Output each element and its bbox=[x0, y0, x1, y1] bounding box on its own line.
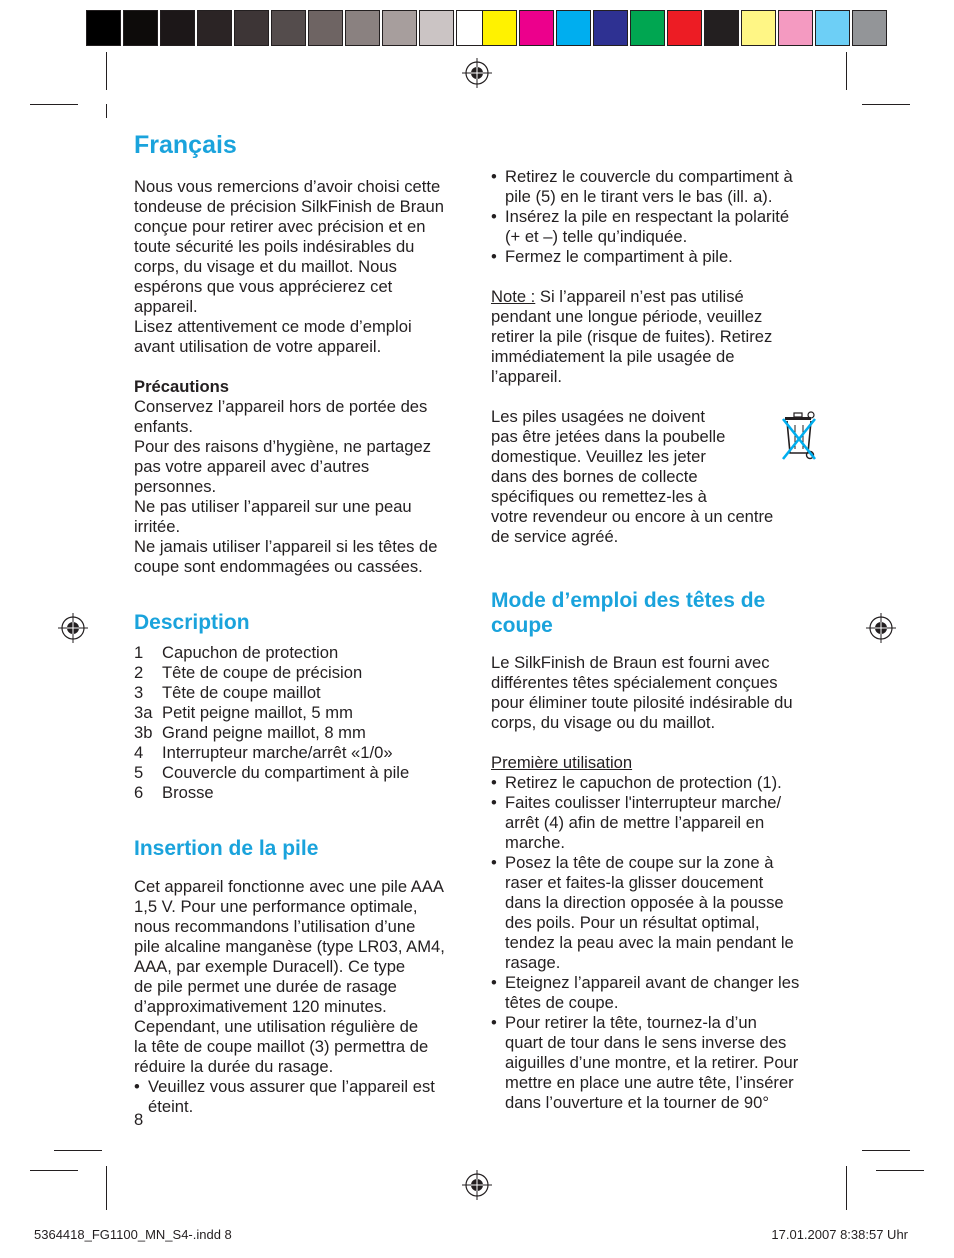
text-line: pas être jetées dans la poubelle bbox=[491, 427, 726, 446]
bullet-icon: • bbox=[491, 247, 497, 266]
list-item bbox=[491, 1013, 821, 1113]
text-line: nous recommandons l’utilisation d’une bbox=[134, 917, 416, 936]
text-line: tendez la peau avec la main pendant le bbox=[505, 933, 794, 952]
text-line: pour éliminer toute pilosité indésirable du bbox=[491, 693, 793, 712]
text-line: pas votre appareil avec d’autres bbox=[134, 457, 370, 476]
left-column bbox=[134, 130, 469, 1117]
color-swatch bbox=[419, 10, 454, 46]
item-label: Interrupteur marche/arrêt «1/0» bbox=[162, 743, 393, 762]
grayscale-color-bar bbox=[86, 10, 493, 46]
file-slug: 5364418_FG1100_MN_S4-.indd 8 bbox=[34, 1227, 232, 1242]
item-label: Tête de coupe maillot bbox=[162, 683, 321, 702]
text-line: dans la direction opposée à la pousse bbox=[505, 893, 784, 912]
page-title: Français bbox=[134, 131, 237, 159]
list-item bbox=[134, 643, 469, 663]
intro-paragraph bbox=[134, 177, 469, 357]
text-line: dans l’ouverture et la tourner de 90° bbox=[505, 1093, 770, 1112]
item-number: 5 bbox=[134, 763, 144, 782]
page-number: 8 bbox=[134, 1110, 144, 1129]
list-item bbox=[491, 973, 821, 1013]
text-line: Insérez la pile en respectant la polarité bbox=[505, 207, 790, 226]
bullet-icon: • bbox=[491, 167, 497, 186]
bullet-icon: • bbox=[491, 773, 497, 792]
text-line: Nous vous remercions d’avoir choisi cette bbox=[134, 177, 441, 196]
item-number: 2 bbox=[134, 663, 144, 682]
list-item bbox=[491, 773, 821, 793]
date-slug: 17.01.2007 8:38:57 Uhr bbox=[771, 1227, 908, 1242]
text-line: pile (5) en le tirant vers le bas (ill. a). bbox=[505, 187, 773, 206]
text-line: appareil. bbox=[134, 297, 198, 316]
item-number: 3b bbox=[134, 723, 153, 742]
text-line: pile alcaline manganèse (type LR03, AM4, bbox=[134, 937, 445, 956]
color-swatch bbox=[593, 10, 628, 46]
process-color-bar bbox=[482, 10, 889, 46]
crop-mark bbox=[106, 104, 107, 118]
text-line: retirer la pile (risque de fuites). Retirez bbox=[491, 327, 773, 346]
usage-intro-paragraph bbox=[491, 653, 821, 733]
list-item bbox=[134, 743, 469, 763]
list-item bbox=[491, 793, 821, 853]
item-label: Couvercle du compartiment à pile bbox=[162, 763, 410, 782]
list-item bbox=[491, 853, 821, 973]
color-swatch bbox=[271, 10, 306, 46]
description-heading: Description bbox=[134, 611, 250, 634]
battery-steps-list bbox=[491, 167, 821, 267]
list-item bbox=[491, 167, 821, 207]
crop-mark bbox=[30, 104, 78, 105]
crossed-bin-icon bbox=[777, 407, 821, 467]
text-line: Veuillez vous assurer que l’appareil est bbox=[148, 1077, 435, 1096]
text-line: de service agréé. bbox=[491, 527, 619, 546]
text-line: Pour retirer la tête, tournez-la d’un bbox=[505, 1013, 757, 1032]
text-line: irritée. bbox=[134, 517, 181, 536]
list-item bbox=[134, 763, 469, 783]
item-label: Petit peigne maillot, 5 mm bbox=[162, 703, 353, 722]
list-item bbox=[134, 703, 469, 723]
list-item bbox=[491, 207, 821, 247]
crop-mark bbox=[846, 52, 847, 90]
battery-heading: Insertion de la pile bbox=[134, 837, 319, 860]
item-number: 6 bbox=[134, 783, 144, 802]
description-list bbox=[134, 643, 469, 803]
text-line: conçue pour retirer avec précision et en bbox=[134, 217, 426, 236]
text-line: tondeuse de précision SilkFinish de Braun bbox=[134, 197, 444, 216]
color-swatch bbox=[123, 10, 158, 46]
list-item bbox=[134, 783, 469, 803]
text-line: spécifiques ou remettez-les à bbox=[491, 487, 707, 506]
text-line: Le SilkFinish de Braun est fourni avec bbox=[491, 653, 770, 672]
text-line: mettre en place une autre tête, l’insérer bbox=[505, 1073, 794, 1092]
text-line: dans des bornes de collecte bbox=[491, 467, 698, 486]
text-line: Cependant, une utilisation régulière de bbox=[134, 1017, 419, 1036]
text-line: marche. bbox=[505, 833, 565, 852]
usage-heading: Mode d’emploi des têtes de coupe bbox=[491, 589, 766, 637]
disposal-block bbox=[491, 407, 821, 547]
item-number: 3 bbox=[134, 683, 144, 702]
list-item: • Veuillez vous assurer que l’appareil est éteint. bbox=[134, 1077, 435, 1116]
text-line: rasage. bbox=[505, 953, 561, 972]
color-swatch bbox=[86, 10, 121, 46]
text-line: Lisez attentivement ce mode d’emploi bbox=[134, 317, 412, 336]
item-label: Brosse bbox=[162, 783, 214, 802]
color-swatch bbox=[704, 10, 739, 46]
note-label: Note : bbox=[491, 287, 536, 306]
text-line: Pour des raisons d’hygiène, ne partagez bbox=[134, 437, 432, 456]
note-paragraph: Note : Si l’appareil n’est pas utilisé bbox=[491, 287, 744, 306]
color-swatch bbox=[382, 10, 417, 46]
text-line: Faites coulisser l'interrupteur marche/ bbox=[505, 793, 782, 812]
text-line: personnes. bbox=[134, 477, 217, 496]
bullet-icon: • bbox=[491, 1013, 497, 1032]
text-line: d’approximativement 120 minutes. bbox=[134, 997, 387, 1016]
text-line: Cet appareil fonctionne avec une pile AAA bbox=[134, 877, 444, 896]
crop-mark bbox=[106, 1166, 107, 1210]
color-swatch bbox=[160, 10, 195, 46]
precautions-paragraph bbox=[134, 397, 469, 577]
text-line: enfants. bbox=[134, 417, 194, 436]
color-swatch bbox=[345, 10, 380, 46]
text-line: Retirez le capuchon de protection (1). bbox=[505, 773, 782, 792]
color-swatch bbox=[197, 10, 232, 46]
text-line: Ne pas utiliser l’appareil sur une peau bbox=[134, 497, 412, 516]
crop-mark bbox=[106, 52, 107, 90]
text-line: pendant une longue période, veuillez bbox=[491, 307, 763, 326]
crop-mark bbox=[862, 1150, 910, 1151]
list-item bbox=[134, 683, 469, 703]
color-swatch bbox=[815, 10, 850, 46]
precautions-heading: Précautions bbox=[134, 377, 229, 396]
crop-mark bbox=[54, 1150, 102, 1151]
crop-mark bbox=[30, 1170, 78, 1171]
text-line: Ne jamais utiliser l’appareil si les têtes de bbox=[134, 537, 438, 556]
bullet-icon: • bbox=[491, 853, 497, 872]
text-line: Les piles usagées ne doivent bbox=[491, 407, 706, 426]
text-line: la tête de coupe maillot (3) permettra de bbox=[134, 1037, 429, 1056]
text-line: avant utilisation de votre appareil. bbox=[134, 337, 382, 356]
color-swatch bbox=[556, 10, 591, 46]
text-line: AAA, par exemple Duracell). Ce type bbox=[134, 957, 406, 976]
bullet-icon: • bbox=[491, 973, 497, 992]
text-line: différentes têtes spécialement conçues bbox=[491, 673, 778, 692]
color-swatch bbox=[482, 10, 517, 46]
registration-mark-icon bbox=[462, 1170, 492, 1200]
text-line: Conservez l’appareil hors de portée des bbox=[134, 397, 428, 416]
item-number: 4 bbox=[134, 743, 144, 762]
text-line: espérons que vous apprécierez cet bbox=[134, 277, 393, 296]
crop-mark bbox=[846, 1166, 847, 1210]
text-line: éteint. bbox=[148, 1097, 194, 1116]
text-line: 1,5 V. Pour une performance optimale, bbox=[134, 897, 418, 916]
item-label: Tête de coupe de précision bbox=[162, 663, 363, 682]
item-number: 3a bbox=[134, 703, 153, 722]
color-swatch bbox=[667, 10, 702, 46]
text-line: Retirez le couvercle du compartiment à bbox=[505, 167, 793, 186]
list-item bbox=[134, 663, 469, 683]
text-line: (+ et –) telle qu’indiquée. bbox=[505, 227, 688, 246]
text-line: têtes de coupe. bbox=[505, 993, 619, 1012]
text-line: toute sécurité les poils indésirables du bbox=[134, 237, 415, 256]
list-item bbox=[134, 723, 469, 743]
color-swatch bbox=[234, 10, 269, 46]
text-line: de pile permet une durée de rasage bbox=[134, 977, 397, 996]
text-line: immédiatement la pile usagée de bbox=[491, 347, 735, 366]
item-label: Grand peigne maillot, 8 mm bbox=[162, 723, 366, 742]
text-line: réduire la durée du rasage. bbox=[134, 1057, 334, 1076]
first-use-heading: Première utilisation bbox=[491, 753, 633, 772]
text-line: quart de tour dans le sens inverse des bbox=[505, 1033, 787, 1052]
text-line: raser et faites-la glisser doucement bbox=[505, 873, 764, 892]
text-line: coupe sont endommagées ou cassées. bbox=[134, 557, 423, 576]
text-line: domestique. Veuillez les jeter bbox=[491, 447, 706, 466]
list-item bbox=[491, 247, 821, 267]
crop-mark bbox=[876, 1170, 924, 1171]
registration-mark-icon bbox=[58, 613, 88, 643]
text-line: des poils. Pour un résultat optimal, bbox=[505, 913, 760, 932]
battery-paragraph bbox=[134, 877, 469, 1077]
crop-mark bbox=[862, 104, 910, 105]
right-column bbox=[491, 167, 821, 1113]
color-swatch bbox=[519, 10, 554, 46]
bullet-icon: • bbox=[491, 207, 497, 226]
text-line: Fermez le compartiment à pile. bbox=[505, 247, 733, 266]
color-swatch bbox=[852, 10, 887, 46]
text-line: arrêt (4) afin de mettre l’appareil en bbox=[505, 813, 765, 832]
text-line: Eteignez l’appareil avant de changer les bbox=[505, 973, 800, 992]
color-swatch bbox=[778, 10, 813, 46]
color-swatch bbox=[308, 10, 343, 46]
text-line: Posez la tête de coupe sur la zone à bbox=[505, 853, 774, 872]
color-swatch bbox=[741, 10, 776, 46]
bullet-icon: • bbox=[491, 793, 497, 812]
text-line: votre revendeur ou encore à un centre bbox=[491, 507, 774, 526]
text-line: aiguilles d’une montre, et la retirer. Pour bbox=[505, 1053, 799, 1072]
color-swatch bbox=[630, 10, 665, 46]
text-line: corps, du visage et du maillot. Nous bbox=[134, 257, 397, 276]
text-line: l’appareil. bbox=[491, 367, 563, 386]
registration-mark-icon bbox=[462, 58, 492, 88]
item-number: 1 bbox=[134, 643, 144, 662]
first-use-list bbox=[491, 773, 821, 1113]
item-label: Capuchon de protection bbox=[162, 643, 339, 662]
text-line: corps, du visage ou du maillot. bbox=[491, 713, 716, 732]
registration-mark-icon bbox=[866, 613, 896, 643]
